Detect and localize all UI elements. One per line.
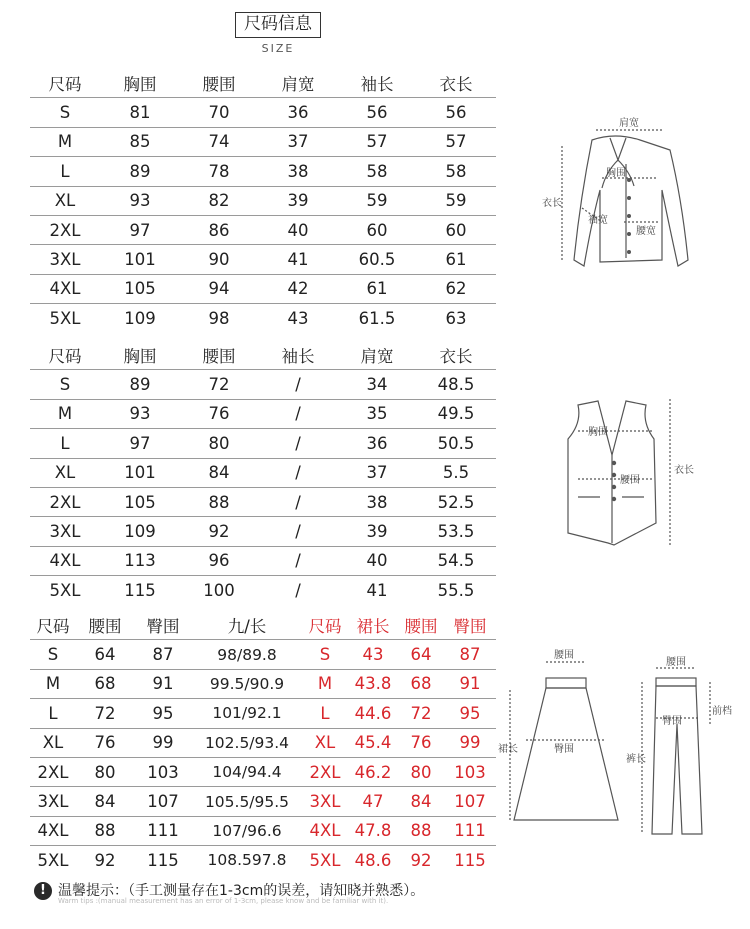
table-row bbox=[30, 787, 496, 816]
blouse-label-waist: 腰宽 bbox=[636, 226, 656, 237]
table-cell: 111 bbox=[444, 816, 496, 845]
table-header-row bbox=[30, 611, 496, 640]
table-cell: 105.5/95.5 bbox=[192, 787, 302, 816]
table-cell: 56 bbox=[416, 98, 496, 127]
table-cell: 95 bbox=[444, 699, 496, 728]
table-cell: 94 bbox=[180, 274, 258, 303]
table-cell: 87 bbox=[134, 640, 192, 669]
table-cell: 103 bbox=[444, 757, 496, 786]
header-cell: 肩宽 bbox=[360, 347, 394, 367]
header-cell: 腰围 bbox=[202, 347, 236, 367]
table-cell: 56 bbox=[338, 98, 416, 127]
table-cell: 47.8 bbox=[348, 816, 398, 845]
table-cell: 113 bbox=[100, 546, 180, 575]
size-table-vest bbox=[30, 341, 496, 605]
header-cell: 袖长 bbox=[360, 75, 394, 95]
table-cell: L bbox=[30, 429, 100, 458]
table-cell: 88 bbox=[76, 816, 134, 845]
header-cell: 腰围 bbox=[404, 617, 438, 637]
header-cell: 臀围 bbox=[146, 617, 180, 637]
table-cell: 62 bbox=[416, 274, 496, 303]
table-cell: 59 bbox=[338, 186, 416, 215]
table-cell: 87 bbox=[444, 640, 496, 669]
table-cell: 107 bbox=[444, 787, 496, 816]
table-cell: 40 bbox=[338, 546, 416, 575]
table-cell: 101/92.1 bbox=[192, 699, 302, 728]
table-cell: 63 bbox=[416, 304, 496, 333]
table-row bbox=[30, 517, 496, 546]
table-cell: 104/94.4 bbox=[192, 757, 302, 786]
table-cell: 80 bbox=[398, 757, 444, 786]
table-cell: 92 bbox=[76, 846, 134, 875]
table-cell: 111 bbox=[134, 816, 192, 845]
table-cell: XL bbox=[302, 728, 348, 757]
table-cell: 68 bbox=[398, 669, 444, 698]
table-cell: 55.5 bbox=[416, 576, 496, 605]
table-row bbox=[30, 429, 496, 458]
table-cell: 53.5 bbox=[416, 517, 496, 546]
table-cell: 37 bbox=[338, 458, 416, 487]
table-cell: 5XL bbox=[30, 846, 76, 875]
table-cell: 105 bbox=[100, 274, 180, 303]
table-cell: 41 bbox=[338, 576, 416, 605]
header-cell: 裙长 bbox=[356, 617, 390, 637]
table-cell: M bbox=[302, 669, 348, 698]
table-cell: 60 bbox=[416, 215, 496, 244]
header-cell: 胸围 bbox=[123, 75, 157, 95]
table-cell: 47 bbox=[348, 787, 398, 816]
table-cell: 3XL bbox=[30, 787, 76, 816]
table-cell: L bbox=[30, 157, 100, 186]
table-row bbox=[30, 304, 496, 333]
table-cell: XL bbox=[30, 728, 76, 757]
table-cell: 3XL bbox=[30, 517, 100, 546]
table-row bbox=[30, 576, 496, 605]
table-cell: M bbox=[30, 669, 76, 698]
table-cell: 42 bbox=[258, 274, 338, 303]
table-cell: 60.5 bbox=[338, 245, 416, 274]
table-cell: 48.6 bbox=[348, 846, 398, 875]
table-cell: 84 bbox=[76, 787, 134, 816]
table-cell: / bbox=[258, 458, 338, 487]
table-cell: 109 bbox=[100, 517, 180, 546]
table-cell: 39 bbox=[258, 186, 338, 215]
table-cell: 57 bbox=[416, 127, 496, 156]
table-cell: 85 bbox=[100, 127, 180, 156]
table-cell: 84 bbox=[180, 458, 258, 487]
table-cell: 89 bbox=[100, 370, 180, 399]
header-cell: 衣长 bbox=[439, 75, 473, 95]
table-cell: 103 bbox=[134, 757, 192, 786]
table-cell: 59 bbox=[416, 186, 496, 215]
pants-label-length: 裤长 bbox=[626, 754, 646, 765]
table-cell: 82 bbox=[180, 186, 258, 215]
table-cell: / bbox=[258, 517, 338, 546]
pants-label-waist: 腰围 bbox=[666, 657, 686, 668]
table-cell: 92 bbox=[180, 517, 258, 546]
pants-label-hip: 臀围 bbox=[662, 716, 682, 727]
table-cell: 41 bbox=[258, 245, 338, 274]
table-row bbox=[30, 546, 496, 575]
blouse-label-length: 衣长 bbox=[542, 198, 562, 209]
table-cell: 45.4 bbox=[348, 728, 398, 757]
blouse-drawing bbox=[540, 110, 700, 285]
table-cell: 4XL bbox=[302, 816, 348, 845]
blouse-label-shoulder: 肩宽 bbox=[619, 118, 639, 129]
header-cell: 尺码 bbox=[48, 75, 82, 95]
table-cell: 76 bbox=[76, 728, 134, 757]
table-cell: / bbox=[258, 429, 338, 458]
table-cell: 61 bbox=[338, 274, 416, 303]
table-row bbox=[30, 846, 496, 875]
table-cell: 3XL bbox=[302, 787, 348, 816]
table-cell: 109 bbox=[100, 304, 180, 333]
table-header-row bbox=[30, 341, 496, 370]
table-cell: 84 bbox=[398, 787, 444, 816]
table-cell: 88 bbox=[398, 816, 444, 845]
table-cell: 91 bbox=[134, 669, 192, 698]
table-cell: 101 bbox=[100, 458, 180, 487]
table-cell: 39 bbox=[338, 517, 416, 546]
table-cell: 34 bbox=[338, 370, 416, 399]
table-cell: 93 bbox=[100, 186, 180, 215]
table-cell: 2XL bbox=[30, 215, 100, 244]
table-cell: 76 bbox=[180, 399, 258, 428]
table-cell: 92 bbox=[398, 846, 444, 875]
warm-tip-english: Warm tips :(manual measurement has an error of 1-3cm, please know and be familiar with it). bbox=[58, 897, 389, 905]
table-cell: 98/89.8 bbox=[192, 640, 302, 669]
table-cell: S bbox=[302, 640, 348, 669]
table-cell: / bbox=[258, 399, 338, 428]
table-cell: 108.597.8 bbox=[192, 846, 302, 875]
table-cell: 61.5 bbox=[338, 304, 416, 333]
table-cell: / bbox=[258, 576, 338, 605]
header-cell: 肩宽 bbox=[281, 75, 315, 95]
table-row bbox=[30, 98, 496, 127]
table-cell: 98 bbox=[180, 304, 258, 333]
header-cell: 尺码 bbox=[36, 617, 70, 637]
vest-label-waist: 腰围 bbox=[620, 475, 640, 486]
header-cell: 臀围 bbox=[453, 617, 487, 637]
header-cell: 九/长 bbox=[227, 617, 267, 637]
header-cell: 腰围 bbox=[88, 617, 122, 637]
table-cell: 91 bbox=[444, 669, 496, 698]
size-title-box bbox=[235, 12, 321, 38]
table-cell: 58 bbox=[338, 157, 416, 186]
table-cell: 86 bbox=[180, 215, 258, 244]
table-cell: 70 bbox=[180, 98, 258, 127]
table-cell: 97 bbox=[100, 429, 180, 458]
table-row bbox=[30, 127, 496, 156]
header-cell: 衣长 bbox=[439, 347, 473, 367]
table-cell: 5XL bbox=[30, 304, 100, 333]
table-cell: 105 bbox=[100, 487, 180, 516]
blouse-label-sleeve: 袖宽 bbox=[588, 215, 608, 226]
table-cell: 49.5 bbox=[416, 399, 496, 428]
size-subtitle: SIZE bbox=[261, 42, 295, 55]
table-cell: 72 bbox=[398, 699, 444, 728]
table-cell: 54.5 bbox=[416, 546, 496, 575]
table-cell: 107 bbox=[134, 787, 192, 816]
table-cell: 5.5 bbox=[416, 458, 496, 487]
table-cell: 90 bbox=[180, 245, 258, 274]
table-cell: 43 bbox=[258, 304, 338, 333]
table-cell: 36 bbox=[258, 98, 338, 127]
table-cell: 102.5/93.4 bbox=[192, 728, 302, 757]
skirt-diagram bbox=[496, 640, 636, 830]
blouse-diagram bbox=[540, 110, 700, 285]
table-cell: 100 bbox=[180, 576, 258, 605]
table-cell: 115 bbox=[100, 576, 180, 605]
table-header-row bbox=[30, 69, 496, 98]
table-row bbox=[30, 757, 496, 786]
exclamation-icon: ! bbox=[34, 882, 52, 900]
table-cell: 5XL bbox=[30, 576, 100, 605]
table-row bbox=[30, 157, 496, 186]
pants-drawing bbox=[620, 654, 745, 839]
table-cell: 80 bbox=[180, 429, 258, 458]
table-row bbox=[30, 816, 496, 845]
table-cell: 61 bbox=[416, 245, 496, 274]
table-cell: XL bbox=[30, 458, 100, 487]
table-row bbox=[30, 487, 496, 516]
table-cell: 43.8 bbox=[348, 669, 398, 698]
table-row bbox=[30, 186, 496, 215]
pants-label-rise: 前档 bbox=[712, 706, 732, 717]
table-cell: 64 bbox=[76, 640, 134, 669]
table-cell: / bbox=[258, 487, 338, 516]
table-cell: 50.5 bbox=[416, 429, 496, 458]
table-cell: / bbox=[258, 546, 338, 575]
vest-label-chest: 胸围 bbox=[588, 427, 608, 438]
table-cell: 38 bbox=[258, 157, 338, 186]
size-title: 尺码信息 bbox=[244, 14, 312, 34]
table-cell: 46.2 bbox=[348, 757, 398, 786]
header-cell: 胸围 bbox=[123, 347, 157, 367]
header-cell: 尺码 bbox=[308, 617, 342, 637]
warm-tip-text: 温馨提示：（手工测量存在1-3cm的误差，请知晓并熟悉）。 bbox=[58, 883, 425, 899]
size-table-tops bbox=[30, 69, 496, 333]
table-cell: 99 bbox=[444, 728, 496, 757]
blouse-label-chest: 胸围 bbox=[606, 168, 626, 179]
table-cell: 64 bbox=[398, 640, 444, 669]
skirt-drawing bbox=[496, 640, 636, 830]
table-cell: 60 bbox=[338, 215, 416, 244]
table-cell: 37 bbox=[258, 127, 338, 156]
table-cell: 95 bbox=[134, 699, 192, 728]
table-cell: M bbox=[30, 399, 100, 428]
table-cell: M bbox=[30, 127, 100, 156]
table-cell: 96 bbox=[180, 546, 258, 575]
table-cell: 89 bbox=[100, 157, 180, 186]
table-row bbox=[30, 274, 496, 303]
table-row bbox=[30, 215, 496, 244]
table-cell: 115 bbox=[444, 846, 496, 875]
table-row bbox=[30, 399, 496, 428]
table-cell: 101 bbox=[100, 245, 180, 274]
table-cell: 72 bbox=[180, 370, 258, 399]
table-cell: 68 bbox=[76, 669, 134, 698]
table-cell: 52.5 bbox=[416, 487, 496, 516]
table-cell: 43 bbox=[348, 640, 398, 669]
table-row bbox=[30, 699, 496, 728]
table-cell: 99.5/90.9 bbox=[192, 669, 302, 698]
vest-label-length: 衣长 bbox=[674, 465, 694, 476]
table-cell: 107/96.6 bbox=[192, 816, 302, 845]
table-cell: 80 bbox=[76, 757, 134, 786]
table-cell: 72 bbox=[76, 699, 134, 728]
table-cell: / bbox=[258, 370, 338, 399]
header-cell: 尺码 bbox=[48, 347, 82, 367]
table-cell: 4XL bbox=[30, 816, 76, 845]
size-table-bottoms bbox=[30, 611, 496, 875]
vest-diagram bbox=[550, 393, 700, 553]
table-cell: 35 bbox=[338, 399, 416, 428]
table-cell: 2XL bbox=[302, 757, 348, 786]
table-cell: 78 bbox=[180, 157, 258, 186]
header-cell: 腰围 bbox=[202, 75, 236, 95]
table-cell: 115 bbox=[134, 846, 192, 875]
table-row bbox=[30, 370, 496, 399]
table-cell: 88 bbox=[180, 487, 258, 516]
table-cell: 81 bbox=[100, 98, 180, 127]
skirt-label-waist: 腰围 bbox=[554, 650, 574, 661]
table-cell: 2XL bbox=[30, 487, 100, 516]
table-cell: 48.5 bbox=[416, 370, 496, 399]
table-cell: 2XL bbox=[30, 757, 76, 786]
table-cell: 5XL bbox=[302, 846, 348, 875]
table-cell: 38 bbox=[338, 487, 416, 516]
table-row bbox=[30, 728, 496, 757]
table-cell: 44.6 bbox=[348, 699, 398, 728]
table-cell: 4XL bbox=[30, 274, 100, 303]
table-row bbox=[30, 458, 496, 487]
table-cell: 57 bbox=[338, 127, 416, 156]
table-cell: 97 bbox=[100, 215, 180, 244]
pants-diagram bbox=[620, 654, 745, 839]
table-row bbox=[30, 245, 496, 274]
table-cell: 99 bbox=[134, 728, 192, 757]
table-row bbox=[30, 669, 496, 698]
table-cell: 74 bbox=[180, 127, 258, 156]
table-cell: S bbox=[30, 640, 76, 669]
skirt-label-length: 裙长 bbox=[498, 744, 518, 755]
table-cell: 36 bbox=[338, 429, 416, 458]
table-cell: L bbox=[30, 699, 76, 728]
skirt-label-hip: 臀围 bbox=[554, 744, 574, 755]
table-cell: S bbox=[30, 370, 100, 399]
table-cell: S bbox=[30, 98, 100, 127]
table-cell: XL bbox=[30, 186, 100, 215]
table-cell: 58 bbox=[416, 157, 496, 186]
table-cell: 76 bbox=[398, 728, 444, 757]
table-row bbox=[30, 640, 496, 669]
vest-drawing bbox=[550, 393, 700, 553]
header-cell: 袖长 bbox=[281, 347, 315, 367]
table-cell: 4XL bbox=[30, 546, 100, 575]
table-cell: 40 bbox=[258, 215, 338, 244]
table-cell: 3XL bbox=[30, 245, 100, 274]
table-cell: 93 bbox=[100, 399, 180, 428]
table-cell: L bbox=[302, 699, 348, 728]
